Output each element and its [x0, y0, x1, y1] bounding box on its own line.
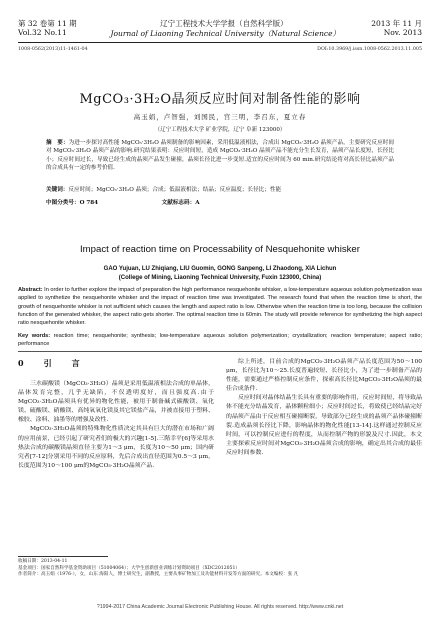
date-cn: 2013 年 11 月 [371, 19, 422, 28]
classification-cn [46, 199, 394, 207]
date-en: Nov. 2013 [383, 28, 422, 37]
abstract-cn [46, 139, 394, 172]
paper-title-cn: MgCO₃·3H₂O晶须反应时间对制备性能的影响 [79, 92, 361, 107]
document-code: 文献标志码：A [161, 200, 200, 206]
article-id: 1008-0562(2013)11-1461-04 [18, 47, 88, 52]
running-header [18, 18, 422, 48]
section-heading: 0 引 言 [18, 358, 86, 368]
doi: DOI:10.3969/j.issn.1008-0562.2013.11.005 [317, 47, 422, 52]
abstract-en-label: Abstract: [18, 287, 43, 293]
abstract-cn-text: 为进一步探讨高性能 MgCO₃·3H₂O 晶须制备的影响因素，采用低温液相法，合成出 MgCO₃·3H₂O 晶须产品，主要研究反应时间对 MgCO₃·3H₂O 晶须产品的影响.研究结果表明：反应时间短，造成 MgCO₃·3H₂O 晶须产品不能充分生长发育，晶须产品长度短，长径比小；反应时间过长，导致已经生成的晶须产品发生碰撞，晶须长径比进一步变短.适宜的反应时间为 60 min.研究结论将对高长径比晶须产品的合成具有一定的参考价值. [46, 140, 394, 171]
clc-number: 中图分类号：O 784 [46, 200, 99, 206]
volume-en: Vol.32 No.11 [18, 28, 67, 37]
paragraph: 综上所述，目前合成的MgCO₃·3H₂O晶须产品长度范围为50～100 μm，长径比为10～25.长度普遍较短、长径比小，为了进一步制备产品的性能，需要通过严格控制反应条件，探索高长径比MgCO₃·3H₂O晶须的最佳合成条件. [226, 359, 422, 393]
abstract-cn-label: 摘 要： [46, 140, 69, 146]
author-bio: 作者简介：高玉娟（1976-），女，山东 海阳人，博士研究生，副教授，主要从事矿物加工及功能材料开发等方面的研究。本文编校：张 凡 [18, 572, 299, 578]
keywords-cn-label: 关键词： [46, 187, 69, 193]
authors-cn: 高玉娟，卢智强，刘国民，宫三明，李召东，夏立春 [133, 113, 307, 121]
body-left-column [18, 380, 214, 471]
footnote-rule [18, 556, 108, 557]
abstract-en-text: In order to further explore the impact of preparation the high performance nesquehonite whisker, a low-temperature aqueous solution polymerization was applied to synthetize the nesquehonite whisker and the impact of reaction time was investigated. The research found that when the reaction time is short, the growth of nesquehonite whisker is not sufficient which causes the length and aspect ratio is low. Otherwise when the reaction time is too long, because the collision function of the generated whisker, the aspect ratio gets shorter. The optimal reaction time is 60min. The study will provide reference for synthetizing the high aspect ratio nesquehonite whisker. [18, 287, 422, 327]
received-date: 收稿日期：2013-04-11 [18, 559, 68, 564]
copyright-footer: ?1994-2017 China Academic Journal Electronic Publishing House. All rights reserved. http://www.cnki.net [96, 604, 344, 610]
journal-name-cn: 辽宁工程技术大学学报（自然科学版） [160, 19, 288, 28]
paper-title-en: Impact of reaction time on Processability of Nesquehonite whisker [80, 244, 360, 255]
keywords-en [18, 332, 422, 349]
authors-en: GAO Yujuan, LU Zhiqiang, LIU Guomin, GONG Sanpeng, LI Zhaodong, XIA Lichun [103, 266, 337, 272]
body-right-column [226, 358, 422, 458]
keywords-cn-text: 反应时间；MgCO₃·3H₂O 晶须；合成；低温液相法；结晶；反应温度；长径比；性能 [68, 187, 282, 193]
footnotes [18, 559, 422, 579]
header-rule [18, 42, 422, 43]
journal-name-en: Journal of Liaoning Technical University（Natural Science） [110, 29, 341, 38]
keywords-en-text: reaction time; nesquehonite; synthesis; low-temperature aqueous solution polymerization; crystallization; reaction temperature; aspect ratio; performance [18, 333, 422, 348]
abstract-rule [18, 351, 422, 352]
paragraph: 反应时间对晶体结晶生长具有重要的影响作用，反应时间短，将导致晶体不能充分结晶发育，晶体颗粒细小；反应时间过长，将致使已经结晶完好的晶须产品由于反应相互碰撞断裂，导致部分已经生成的晶须产品体碰撞断裂.造成晶须长径比下降，影响晶体的物化性能[13-14].这样通过控制反应时间，可以控制反应进行的程度，从而控制产物的形貌及尺寸.因此，本文主要探索反应时间对MgCO₃·3H₂O晶须合成的影响，确定出其合成的最佳反应时间参数. [226, 395, 422, 456]
affiliation-en: (College of Mining, Liaoning Technical University, Fuxin 123000, China) [118, 274, 322, 281]
affiliation-cn: （辽宁工程技术大学 矿业学院，辽宁 阜新 123000） [154, 127, 286, 133]
keywords-en-label: Key words: [18, 333, 51, 339]
keywords-cn [46, 186, 394, 194]
volume-cn: 第 32 卷第 11 期 [18, 19, 77, 28]
paragraph: 三水碳酸镁（MgCO₃·3H₂O）晶须是采用低温液相法合成的单晶体，晶体发育完整，几乎无缺陷，不仅透明度好，而且强度高.由于MgCO₃·3H₂O晶须具有优异的物化性能，被用于制备碱式碳酸镁、氧化镁、硫酸镁、硝酸镁、高纯氧氧化镁及其它镁盐产品，并被直接用于塑料、橡胶、涂料、油墨等的增强及改性. [18, 381, 214, 424]
authors-en-block [0, 265, 440, 282]
funding-note: 基金项目：国家自然科学基金资助项目（51004064）；大学生创新创业训练计划资助项目（XDC2012051） [18, 565, 240, 571]
abstract-en [18, 286, 422, 327]
paragraph: MgCO₃·3H₂O晶须的特殊物化性质决定其具有巨大的潜在市场和广阔的应用前景，已经引起了研究者们的极大的兴趣[1-5].三階幸平[6]等采用水热法合成的碳酸镁晶须直径主要为1～3 μm，长度为10～50 μm；国内研究者[7-12]分别采用不同的反应原料，先后合成出直径范围为0.5～3 μm，长度范围为10～100 μm的MgCO₃·3H₂O晶须产品. [18, 426, 214, 469]
